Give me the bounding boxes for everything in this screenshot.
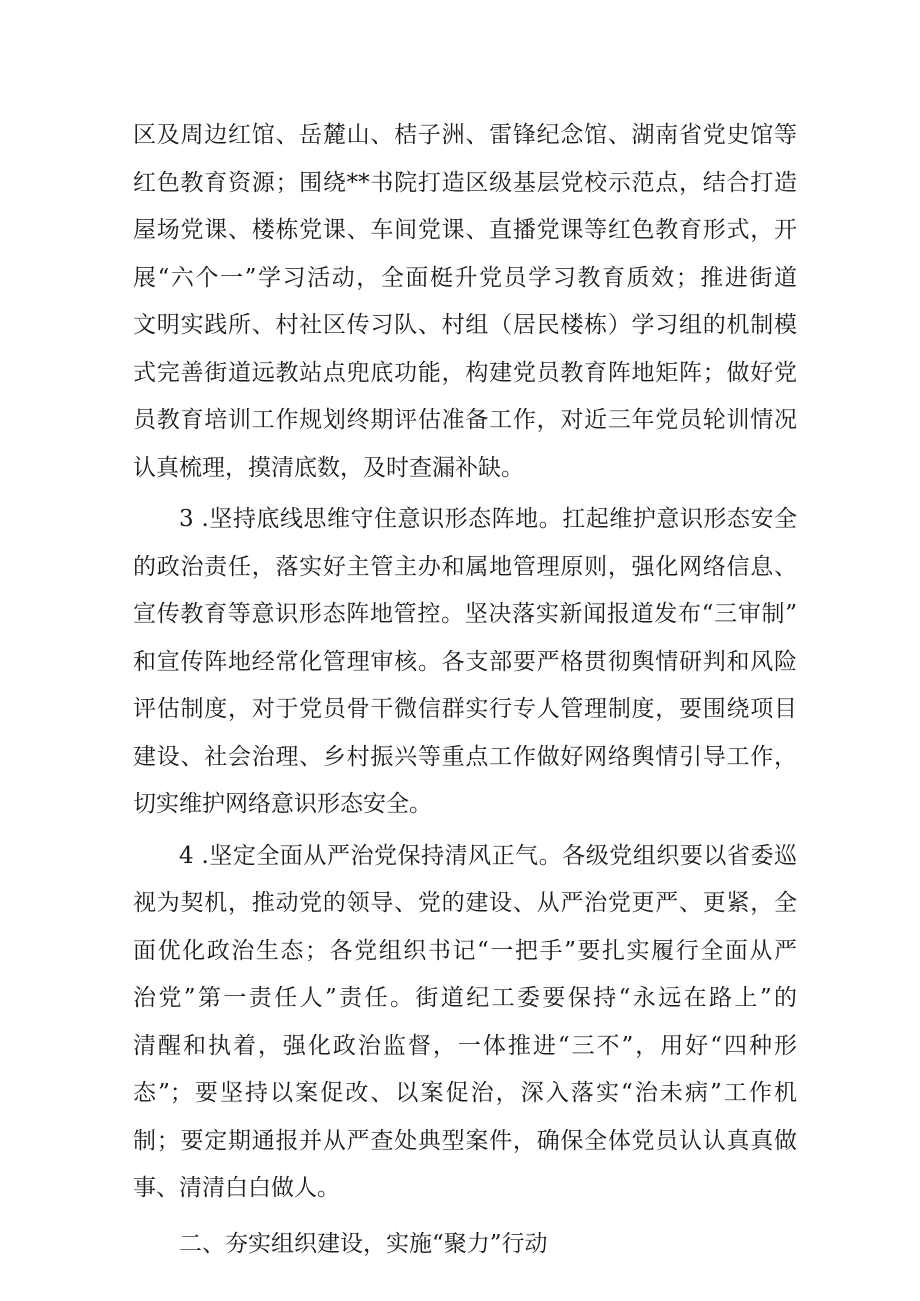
- text-line: 态”；要坚持以案促改、以案促治，深入落实“治未病”工作机: [133, 1080, 797, 1106]
- text-line: 面优化政治生态；各党组织书记“一把手”要扎实履行全面从严: [133, 937, 797, 964]
- text-line: 的政治责任，落实好主管主办和属地管理原则，强化网络信息、: [133, 553, 797, 580]
- text-line: 文明实践所、村社区传习队、村组（居民楼栋）学习组的机制模: [133, 312, 797, 338]
- text-line: 3 .坚持底线思维守住意识形态阵地。扛起维护意识形态安全: [179, 506, 797, 532]
- text-line: 评估制度，对于党员骨干微信群实行专人管理制度，要围绕项目: [133, 696, 797, 722]
- text-line: 视为契机，推动党的领导、党的建设、从严治党更严、更紧，全: [133, 890, 797, 916]
- section-heading: [133, 1221, 797, 1269]
- text-line: 区及周边红馆、岳麓山、桔子洲、雷锋纪念馆、湖南省党史馆等: [133, 122, 797, 148]
- heading-text: 二、夯实组织建设，实施“聚力”行动: [179, 1230, 548, 1257]
- text-line: 清醒和执着，强化政治监督，一体推进“三不”，用好“四种形: [133, 1032, 797, 1059]
- text-line: 宣传教育等意识形态阵地管控。坚决落实新闻报道发布“三审制”: [133, 601, 797, 627]
- text-line: 式完善街道远教站点兜底功能，构建党员教育阵地矩阵；做好党: [133, 359, 797, 386]
- text-line: 展“六个一”学习活动，全面梃升党员学习教育质效；推进街道: [133, 264, 797, 291]
- text-line: 认真梳理，摸清底数，及时查漏补缺。: [133, 454, 524, 481]
- text-line: 事、清清白白做人。: [133, 1175, 340, 1201]
- text-line: 4 .坚定全面从严治党保持清风正气。各级党组织要以省委巡: [179, 842, 797, 869]
- text-line: 建设、社会治理、乡村振兴等重点工作做好网络舆情引导工作，: [133, 743, 797, 770]
- text-line: 和宣传阵地经常化管理审核。各支部要严格贯彻舆情研判和风险: [133, 648, 797, 675]
- text-line: 员教育培训工作规划终期评估准备工作，对近三年党员轮训情况: [133, 407, 797, 433]
- text-line: 制；要定期通报并从严查处典型案件，确保全体党员认认真真做: [133, 1127, 797, 1154]
- text-line: 红色教育资源；围绕**书院打造区级基层党校示范点，结合打造: [133, 169, 797, 196]
- text-line: 切实维护网络意识形态安全。: [133, 791, 432, 817]
- paragraph-2: [133, 496, 797, 829]
- text-line: 屋场党课、楼栋党课、车间党课、直播党课等红色教育形式，开: [133, 217, 797, 243]
- document-body: [133, 112, 797, 1268]
- paragraph-1: [133, 112, 797, 492]
- text-line: 治党”第一责任人”责任。街道纪工委要保持“永远在路上”的: [133, 985, 797, 1011]
- paragraph-3: [133, 833, 797, 1213]
